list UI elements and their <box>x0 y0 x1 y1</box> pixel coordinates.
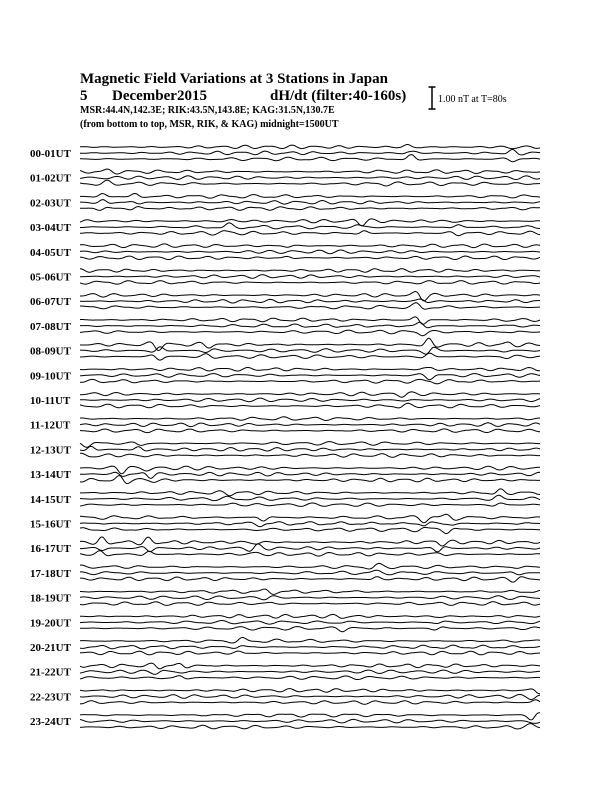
hour-label: 05-06UT <box>30 271 71 284</box>
hour-row-19-20UT <box>30 614 540 631</box>
hour-label: 19-20UT <box>30 617 71 630</box>
date-month-year: December2015 <box>112 88 207 104</box>
trace-KAG <box>80 392 540 397</box>
trace-RIK <box>80 472 540 478</box>
hour-label: 03-04UT <box>30 222 71 235</box>
trace-KAG <box>80 219 540 226</box>
trace-RIK <box>80 544 540 552</box>
trace-KAG <box>80 292 540 301</box>
trace-KAG <box>80 442 540 448</box>
trace-KAG <box>80 269 540 273</box>
hour-row-22-23UT <box>30 689 540 705</box>
hour-label: 02-03UT <box>30 197 71 210</box>
trace-KAG <box>80 317 540 325</box>
trace-RIK <box>80 670 540 674</box>
hour-row-03-04UT <box>30 219 540 236</box>
trace-MSR <box>80 453 540 457</box>
trace-MSR <box>80 256 540 260</box>
trace-MSR <box>80 330 540 336</box>
date-day: 5 <box>80 88 88 104</box>
trace-RIK <box>80 645 540 649</box>
trace-MSR <box>80 676 540 680</box>
hour-row-14-15UT <box>30 489 540 507</box>
trace-MSR <box>80 180 540 186</box>
trace-KAG <box>80 338 540 350</box>
trace-RIK <box>80 200 540 205</box>
trace-MSR <box>80 602 540 606</box>
trace-MSR <box>80 700 540 705</box>
hour-row-13-14UT <box>30 466 540 484</box>
hour-row-01-02UT <box>30 169 540 186</box>
trace-KAG <box>80 638 540 644</box>
trace-KAG <box>80 417 540 421</box>
trace-RIK <box>80 596 540 600</box>
trace-RIK <box>80 423 540 427</box>
trace-RIK <box>80 150 540 155</box>
hour-row-21-22UT <box>30 663 540 679</box>
trace-KAG <box>80 663 540 669</box>
trace-KAG <box>80 244 540 248</box>
trace-MSR <box>80 207 540 211</box>
trace-KAG <box>80 689 540 694</box>
trace-KAG <box>80 614 540 618</box>
hour-label: 10-11UT <box>30 395 71 407</box>
trace-MSR <box>80 231 540 236</box>
trace-MSR <box>80 429 540 433</box>
hour-label: 12-13UT <box>30 444 71 457</box>
trace-RIK <box>80 570 540 575</box>
trace-MSR <box>80 651 540 655</box>
trace-RIK <box>80 176 540 180</box>
trace-MSR <box>80 303 540 310</box>
hour-row-10-11UT <box>30 392 540 408</box>
hour-label: 18-19UT <box>30 592 71 605</box>
trace-KAG <box>80 589 540 594</box>
trace-MSR <box>80 551 540 556</box>
trace-KAG <box>80 194 540 199</box>
trace-KAG <box>80 563 540 569</box>
hour-label: 07-08UT <box>30 320 71 333</box>
trace-KAG <box>80 713 540 720</box>
hour-label: 08-09UT <box>30 345 71 358</box>
hour-row-23-24UT <box>30 713 540 729</box>
hour-row-18-19UT <box>30 589 540 605</box>
trace-KAG <box>80 466 540 474</box>
hour-row-12-13UT <box>30 442 540 458</box>
hour-label: 14-15UT <box>30 493 71 506</box>
hour-label: 04-05UT <box>30 246 71 259</box>
trace-KAG <box>80 537 540 546</box>
trace-MSR <box>80 403 540 408</box>
trace-MSR <box>80 503 540 507</box>
hour-row-20-21UT <box>30 638 540 655</box>
hour-row-07-08UT <box>30 317 540 336</box>
scale-label: 1.00 nT at T=80s <box>438 94 507 105</box>
stations-label: MSR:44.4N,142.3E; RIK:43.5N,143.8E; KAG:31.5N,130.7E <box>80 105 335 116</box>
hour-row-09-10UT <box>30 368 540 384</box>
hour-label: 01-02UT <box>30 172 71 185</box>
hour-label: 06-07UT <box>30 296 71 309</box>
hour-label: 22-23UT <box>30 691 71 704</box>
hour-row-04-05UT <box>30 244 540 260</box>
trace-MSR <box>80 353 540 360</box>
order-note: (from bottom to top, MSR, RIK, & KAG) midnight=1500UT <box>80 119 339 130</box>
trace-RIK <box>80 446 540 451</box>
hour-row-06-07UT <box>30 292 540 310</box>
hour-label: 11-12UT <box>30 419 71 432</box>
trace-RIK <box>80 299 540 303</box>
hour-row-08-09UT <box>30 338 540 360</box>
trace-RIK <box>80 522 540 527</box>
hour-label: 23-24UT <box>30 716 71 729</box>
hour-label: 00-01UT <box>30 148 71 160</box>
trace-KAG <box>80 368 540 372</box>
trace-RIK <box>80 223 540 229</box>
trace-RIK <box>80 275 540 279</box>
quantity-label: dH/dt (filter:40-160s) <box>270 88 407 104</box>
trace-MSR <box>80 281 540 284</box>
chart-title: Magnetic Field Variations at 3 Stations in Japan <box>80 71 388 87</box>
hour-label: 13-14UT <box>30 469 71 482</box>
trace-RIK <box>80 322 540 327</box>
trace-RIK <box>80 398 540 402</box>
trace-MSR <box>80 476 540 484</box>
hour-row-00-01UT <box>30 145 540 162</box>
trace-RIK <box>80 374 540 380</box>
trace-RIK <box>80 695 540 700</box>
hour-label: 20-21UT <box>30 642 71 654</box>
trace-MSR <box>80 527 540 533</box>
hour-label: 21-22UT <box>30 666 71 679</box>
trace-RIK <box>80 250 540 254</box>
trace-MSR <box>80 379 540 383</box>
trace-MSR <box>80 577 540 582</box>
hour-row-16-17UT <box>30 537 540 556</box>
hour-label: 16-17UT <box>30 543 71 556</box>
trace-MSR <box>80 155 540 162</box>
trace-MSR <box>80 627 540 632</box>
trace-MSR <box>80 724 540 729</box>
hour-row-02-03UT <box>30 194 540 211</box>
hour-label: 09-10UT <box>30 370 71 383</box>
trace-KAG <box>80 169 540 174</box>
hour-row-11-12UT <box>30 417 540 433</box>
hour-row-05-06UT <box>30 269 540 284</box>
hour-label: 17-18UT <box>30 567 71 580</box>
trace-RIK <box>80 719 540 723</box>
trace-RIK <box>80 347 540 354</box>
trace-KAG <box>80 145 540 149</box>
trace-RIK <box>80 621 540 625</box>
hour-row-17-18UT <box>30 563 540 582</box>
hour-row-15-16UT <box>30 514 540 533</box>
hour-label: 15-16UT <box>30 518 71 531</box>
trace-KAG <box>80 489 540 496</box>
trace-RIK <box>80 495 540 500</box>
